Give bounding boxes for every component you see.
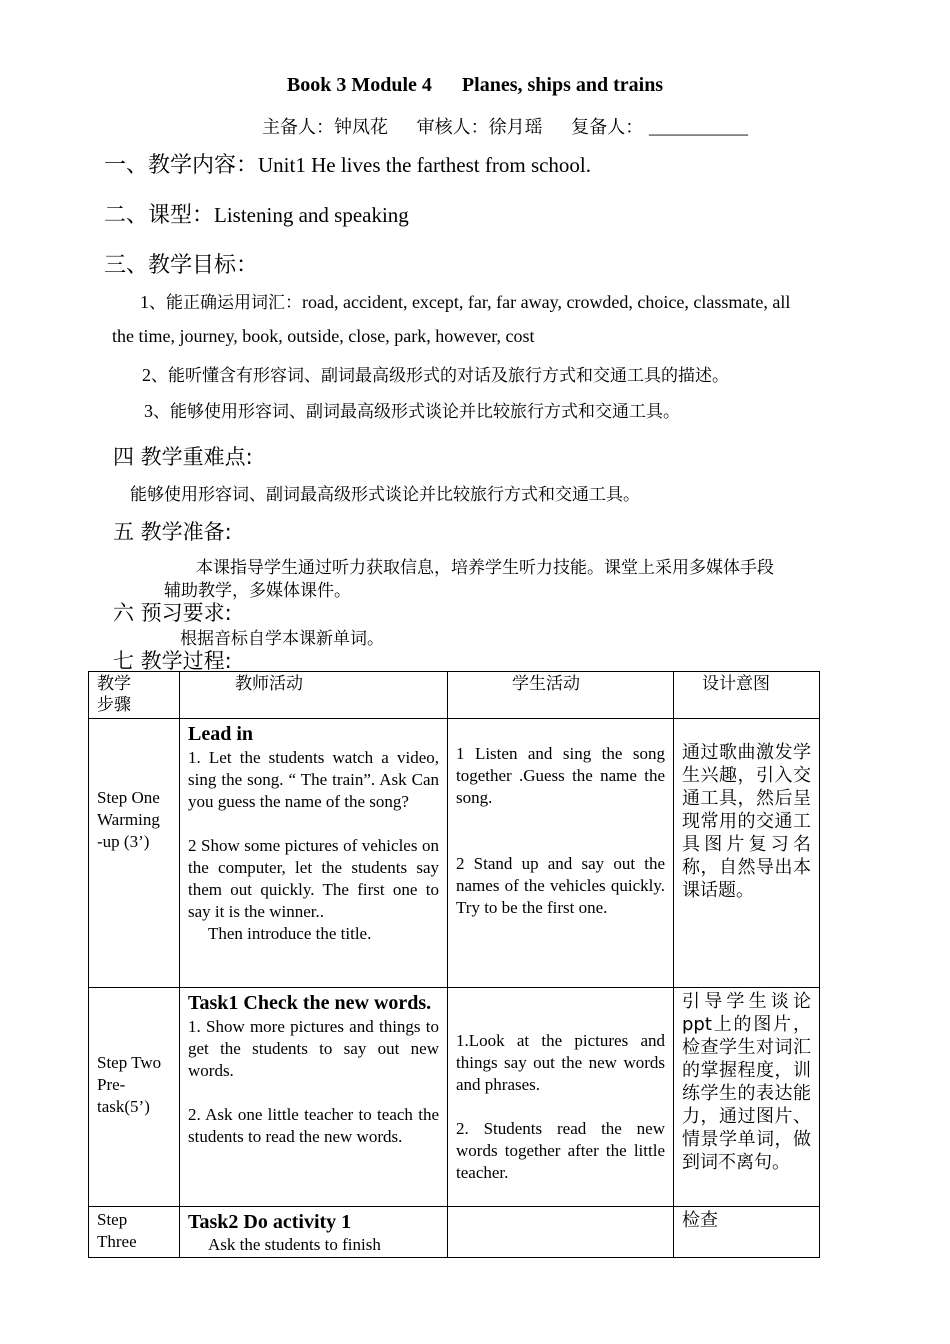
section-preview-heading bbox=[113, 597, 232, 627]
task-title: Lead in bbox=[188, 723, 254, 745]
design-intent-cell: 检查 bbox=[674, 1207, 820, 1258]
section-key-points-heading bbox=[113, 441, 253, 471]
header-design-intent: 设计意图 bbox=[674, 672, 820, 719]
objective-prefix: 、能正确运用词汇： bbox=[149, 293, 302, 313]
section-label: 六 预习要求: bbox=[113, 601, 232, 625]
step-label: Step Three bbox=[89, 1207, 180, 1258]
table-row bbox=[89, 719, 820, 988]
section-text: Listening and speaking bbox=[214, 203, 409, 227]
section-label: 一、教学内容： bbox=[104, 153, 259, 178]
teaching-process-table bbox=[88, 671, 820, 1258]
co-preparer-blank: ___________ bbox=[648, 117, 748, 137]
step-label: Step One Warming -up (3’) bbox=[89, 719, 180, 988]
student-step-1: 1.Look at the pictures and things say out the new words and phrases. bbox=[456, 1031, 665, 1094]
preview-text: 根据音标自学本课新单词。 bbox=[180, 629, 384, 649]
objective-text: 、能够使用形容词、副词最高级形式谈论并比较旅行方式和交通工具。 bbox=[153, 402, 680, 422]
student-step-2: 2 Stand up and say out the names of the vehicles quickly. Try to be the first one. bbox=[456, 854, 665, 917]
section-label: 三、教学目标： bbox=[104, 253, 259, 278]
section-lesson-type bbox=[104, 198, 409, 229]
header-student-activity: 学生活动 bbox=[448, 672, 674, 719]
document-title bbox=[0, 74, 950, 97]
task-title: Task1 Check the new words. bbox=[188, 992, 432, 1014]
design-intent-cell: 通过歌曲激发学生兴趣，引入交通工具，然后呈现常用的交通工具图片复习名称，自然导出本课话题。 bbox=[674, 719, 820, 988]
objective-number: 3 bbox=[144, 401, 153, 421]
co-preparer-label: 复备人： bbox=[571, 117, 644, 138]
preparation-line-2: 辅助教学，多媒体课件。 bbox=[164, 581, 351, 601]
section-teaching-content bbox=[104, 148, 591, 179]
reviewer-label: 审核人： bbox=[416, 117, 489, 138]
student-step-2: 2. Students read the new words together after the little teacher. bbox=[456, 1119, 665, 1182]
objective-3 bbox=[144, 397, 680, 422]
teacher-activity-cell bbox=[180, 1207, 448, 1258]
main-preparer-label: 主备人： bbox=[262, 117, 334, 138]
student-activity-cell bbox=[448, 1207, 674, 1258]
title-book-module: Book 3 Module 4 bbox=[286, 74, 432, 96]
objective-1-continued bbox=[112, 326, 535, 347]
objective-number: 1 bbox=[140, 292, 149, 312]
section-label: 二、课型： bbox=[104, 203, 215, 228]
objective-text: 、能听懂含有形容词、副词最高级形式的对话及旅行方式和交通工具的描述。 bbox=[151, 366, 729, 386]
teacher-step-1: 1. Let the students watch a video, sing the song. “ The train”. Ask Can you guess the name of the song? bbox=[188, 748, 439, 811]
table-header-row bbox=[89, 672, 820, 719]
teacher-activity-cell bbox=[180, 988, 448, 1207]
task-title: Task2 Do activity 1 bbox=[188, 1211, 352, 1233]
section-label: 七 教学过程: bbox=[113, 649, 232, 673]
teacher-step-3: Then introduce the title. bbox=[208, 924, 372, 943]
objective-words-line2: the time, journey, book, outside, close, park, however, cost bbox=[112, 326, 535, 346]
preparation-line-1: 本课指导学生通过听力获取信息，培养学生听力技能。课堂上采用多媒体手段 bbox=[196, 558, 774, 578]
objective-1 bbox=[140, 288, 790, 313]
teacher-activity-cell bbox=[180, 719, 448, 988]
header-teacher-activity: 教师活动 bbox=[180, 672, 448, 719]
reviewer-name: 徐月瑶 bbox=[488, 117, 543, 138]
section-objectives-heading bbox=[104, 248, 258, 279]
table-row bbox=[89, 988, 820, 1207]
header-step: 教学 步骤 bbox=[89, 672, 180, 719]
teacher-step-2: 2 Show some pictures of vehicles on the computer, let the students say them out quickly. The first one to say it is the winner.. bbox=[188, 836, 439, 921]
teacher-step-2: 2. Ask one little teacher to teach the students to read the new words. bbox=[188, 1105, 439, 1146]
student-step-1: 1 Listen and sing the song together .Guess the name the song. bbox=[456, 744, 665, 807]
section-preparation-heading bbox=[113, 516, 232, 546]
student-activity-cell bbox=[448, 988, 674, 1207]
objective-2 bbox=[142, 361, 729, 386]
teacher-step-1: Ask the students to finish bbox=[208, 1235, 381, 1254]
main-preparer-name: 钟凤花 bbox=[334, 117, 388, 138]
objective-number: 2 bbox=[142, 365, 151, 385]
student-activity-cell bbox=[448, 719, 674, 988]
table-row bbox=[89, 1207, 820, 1258]
design-intent-cell: 引导学生谈论ppt上的图片，检查学生对词汇的掌握程度，训练学生的表达能力，通过图片、情景学单词，做到词不离句。 bbox=[674, 988, 820, 1207]
section-label: 四 教学重难点: bbox=[113, 445, 253, 469]
section-text: Unit1 He lives the farthest from school. bbox=[258, 153, 592, 177]
title-unit-topic: Planes, ships and trains bbox=[461, 74, 664, 96]
objective-words-line1: road, accident, except, far, far away, crowded, choice, classmate, all bbox=[302, 292, 791, 312]
section-label: 五 教学准备: bbox=[113, 520, 232, 544]
step-label: Step Two Pre- task(5’) bbox=[89, 988, 180, 1207]
preparers-line bbox=[262, 113, 748, 139]
key-points-text: 能够使用形容词、副词最高级形式谈论并比较旅行方式和交通工具。 bbox=[130, 485, 640, 505]
teacher-step-1: 1. Show more pictures and things to get the students to say out new words. bbox=[188, 1017, 439, 1080]
